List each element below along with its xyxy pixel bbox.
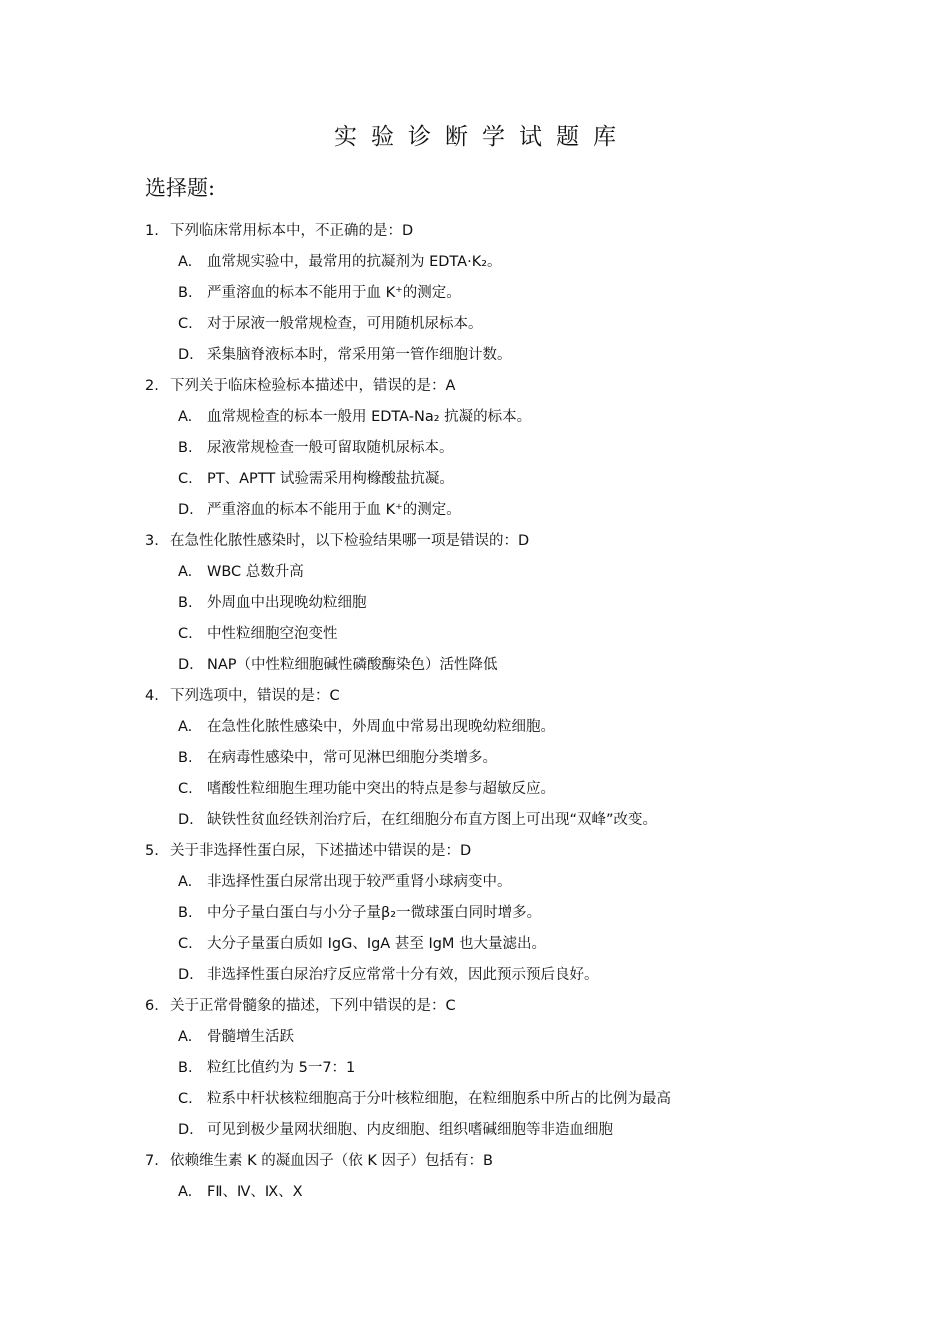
option-text: 粒红比值约为 5一7：1 xyxy=(207,1060,356,1076)
question-stem: 在急性化脓性感染时，以下检验结果哪一项是错误的：D xyxy=(170,533,530,549)
option-5-a xyxy=(0,869,950,900)
option-6-d xyxy=(0,1117,950,1148)
section-heading: 选择题: xyxy=(145,176,216,200)
option-letter: D. xyxy=(178,347,194,363)
option-letter: A. xyxy=(178,874,193,890)
option-letter: B. xyxy=(178,905,193,921)
option-text: 大分子量蛋白质如 IgG、IgA 甚至 IgM 也大量滤出。 xyxy=(207,936,547,952)
option-text: 尿液常规检查一般可留取随机尿标本。 xyxy=(207,440,454,456)
option-2-b xyxy=(0,435,950,466)
option-3-a xyxy=(0,559,950,590)
option-text: 血常规实验中，最常用的抗凝剂为 EDTA·K₂。 xyxy=(207,254,502,270)
question-1 xyxy=(0,218,950,249)
option-text: 采集脑脊液标本时，常采用第一管作细胞计数。 xyxy=(207,347,512,363)
question-stem: 下列选项中，错误的是：C xyxy=(170,688,340,704)
option-text: 嗜酸性粒细胞生理功能中突出的特点是参与超敏反应。 xyxy=(207,781,555,797)
option-text: 缺铁性贫血经铁剂治疗后，在红细胞分布直方图上可出现“双峰”改变。 xyxy=(207,812,658,828)
option-6-c xyxy=(0,1086,950,1117)
question-4 xyxy=(0,683,950,714)
option-1-b xyxy=(0,280,950,311)
option-letter: C. xyxy=(178,781,193,797)
option-letter: A. xyxy=(178,564,193,580)
document-title: 实验诊断学试题库 xyxy=(334,124,630,150)
option-3-b xyxy=(0,590,950,621)
question-3 xyxy=(0,528,950,559)
question-stem: 依赖维生素 K 的凝血因子（依 K 因子）包括有：B xyxy=(170,1153,493,1169)
option-letter: D. xyxy=(178,657,194,673)
option-text: 粒系中杆状核粒细胞高于分叶核粒细胞，在粒细胞系中所占的比例为最高 xyxy=(207,1091,671,1107)
question-number: 4. xyxy=(145,688,159,704)
option-letter: B. xyxy=(178,1060,193,1076)
option-2-d xyxy=(0,497,950,528)
option-text: 在病毒性感染中，常可见淋巴细胞分类增多。 xyxy=(207,750,497,766)
option-text: 骨髓增生活跃 xyxy=(207,1029,294,1045)
option-2-a xyxy=(0,404,950,435)
question-7 xyxy=(0,1148,950,1179)
option-letter: C. xyxy=(178,316,193,332)
option-1-d xyxy=(0,342,950,373)
option-5-b xyxy=(0,900,950,931)
option-4-c xyxy=(0,776,950,807)
option-1-a xyxy=(0,249,950,280)
option-text: 在急性化脓性感染中，外周血中常易出现晚幼粒细胞。 xyxy=(207,719,555,735)
option-3-d xyxy=(0,652,950,683)
option-text: 对于尿液一般常规检查，可用随机尿标本。 xyxy=(207,316,483,332)
option-letter: C. xyxy=(178,1091,193,1107)
option-text: NAP（中性粒细胞碱性磷酸酶染色）活性降低 xyxy=(207,657,498,673)
question-number: 7. xyxy=(145,1153,159,1169)
option-letter: A. xyxy=(178,1184,193,1200)
option-5-d xyxy=(0,962,950,993)
option-1-c xyxy=(0,311,950,342)
option-letter: D. xyxy=(178,502,194,518)
option-4-d xyxy=(0,807,950,838)
option-letter: C. xyxy=(178,626,193,642)
option-text: 可见到极少量网状细胞、内皮细胞、组织嗜碱细胞等非造血细胞 xyxy=(207,1122,613,1138)
question-stem: 关于非选择性蛋白尿，下述描述中错误的是：D xyxy=(170,843,472,859)
option-letter: A. xyxy=(178,719,193,735)
option-letter: A. xyxy=(178,409,193,425)
option-text: 严重溶血的标本不能用于血 K⁺的测定。 xyxy=(207,285,461,301)
option-text: 中分子量白蛋白与小分子量β₂一微球蛋白同时增多。 xyxy=(207,905,542,921)
option-text: 非选择性蛋白尿常出现于较严重肾小球病变中。 xyxy=(207,874,512,890)
option-letter: C. xyxy=(178,471,193,487)
option-letter: A. xyxy=(178,1029,193,1045)
option-4-a xyxy=(0,714,950,745)
question-list xyxy=(0,218,950,1210)
option-letter: A. xyxy=(178,254,193,270)
option-letter: D. xyxy=(178,967,194,983)
option-6-a xyxy=(0,1024,950,1055)
option-letter: D. xyxy=(178,812,194,828)
question-stem: 下列临床常用标本中，不正确的是：D xyxy=(170,223,414,239)
question-number: 2. xyxy=(145,378,159,394)
option-letter: B. xyxy=(178,285,193,301)
option-6-b xyxy=(0,1055,950,1086)
option-text: 非选择性蛋白尿治疗反应常常十分有效，因此预示预后良好。 xyxy=(207,967,599,983)
option-letter: C. xyxy=(178,936,193,952)
option-text: 中性粒细胞空泡变性 xyxy=(207,626,338,642)
option-text: 严重溶血的标本不能用于血 K⁺的测定。 xyxy=(207,502,461,518)
option-text: 外周血中出现晚幼粒细胞 xyxy=(207,595,367,611)
question-5 xyxy=(0,838,950,869)
question-stem: 下列关于临床检验标本描述中，错误的是：A xyxy=(170,378,456,394)
question-number: 6. xyxy=(145,998,159,1014)
option-5-c xyxy=(0,931,950,962)
question-6 xyxy=(0,993,950,1024)
option-4-b xyxy=(0,745,950,776)
option-text: PT、APTT 试验需采用枸橼酸盐抗凝。 xyxy=(207,471,454,487)
option-text: WBC 总数升高 xyxy=(207,564,304,580)
option-letter: B. xyxy=(178,440,193,456)
question-number: 5. xyxy=(145,843,159,859)
question-number: 1. xyxy=(145,223,159,239)
question-stem: 关于正常骨髓象的描述，下列中错误的是：C xyxy=(170,998,456,1014)
option-7-a xyxy=(0,1179,950,1210)
option-text: FⅡ、Ⅳ、Ⅸ、Ⅹ xyxy=(207,1184,303,1200)
option-3-c xyxy=(0,621,950,652)
option-text: 血常规检查的标本一般用 EDTA-Na₂ 抗凝的标本。 xyxy=(207,409,532,425)
option-letter: D. xyxy=(178,1122,194,1138)
option-letter: B. xyxy=(178,750,193,766)
question-number: 3. xyxy=(145,533,159,549)
option-letter: B. xyxy=(178,595,193,611)
question-2 xyxy=(0,373,950,404)
option-2-c xyxy=(0,466,950,497)
